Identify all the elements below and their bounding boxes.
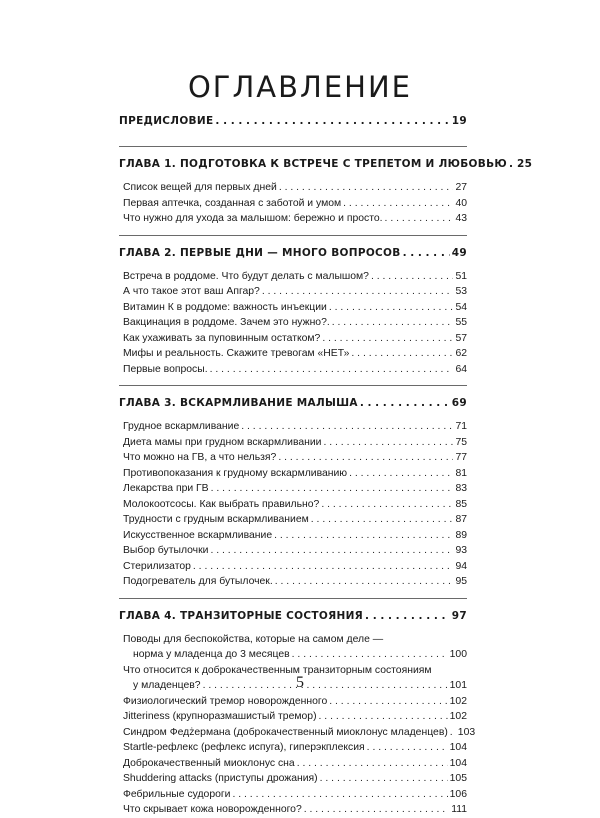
toc-entry (119, 346, 467, 362)
dot-leader (262, 284, 454, 300)
chapter-heading (119, 608, 467, 624)
entry-page-number: 94 (455, 560, 467, 572)
entry-page-number: 62 (455, 348, 467, 359)
chapter-heading (119, 245, 467, 261)
toc-entry (119, 481, 467, 497)
toc-entry (119, 211, 467, 227)
entry-title: Встреча в роддоме. Что будут делать с малышом? (123, 270, 369, 282)
dot-leader (403, 245, 450, 261)
toc-section (119, 235, 467, 386)
entry-page-number: 54 (455, 301, 467, 313)
dot-leader (509, 156, 515, 172)
entry-page-number: 55 (455, 317, 467, 328)
entry-page-number: 103 (457, 726, 476, 738)
table-of-contents (119, 113, 533, 818)
entry-title: Jitteriness (крупноразмашистый тремор) (123, 711, 317, 722)
entry-page-number: 100 (449, 649, 467, 660)
entry-title: Доброкачественный миоклонус сна (123, 757, 295, 769)
toc-entry (119, 709, 467, 725)
dot-leader (322, 331, 453, 347)
entry-page-number: 111 (451, 804, 467, 815)
toc-entry (119, 315, 467, 331)
entry-title: Как ухаживать за пуповинным остатком? (123, 332, 321, 344)
dot-leader (279, 180, 454, 196)
toc-entry (119, 284, 467, 300)
toc-entry (119, 740, 467, 756)
entry-page-number: 85 (455, 498, 467, 510)
entry-title: Фебрильные судороги (123, 788, 231, 800)
toc-entry (119, 632, 467, 648)
entry-page-number: 106 (449, 788, 467, 800)
entry-page-number: 87 (455, 514, 467, 525)
dot-leader (385, 211, 454, 227)
entry-page-number: 102 (449, 695, 467, 707)
entry-page-number: 89 (455, 529, 467, 541)
entry-title: Диета мамы при грудном вскармливании (123, 436, 322, 448)
entry-title: Вакцинация в роддоме. Зачем это нужно?. (123, 317, 330, 328)
dot-leader (275, 574, 454, 590)
toc-entry (119, 180, 467, 196)
entry-title: Противопоказания к грудному вскармливанию (123, 467, 348, 479)
entry-title: Мифы и реальность. Скажите тревогам «НЕТ» (123, 348, 350, 359)
dot-leader (365, 608, 450, 624)
toc-section (119, 598, 476, 818)
toc-section (119, 113, 467, 146)
chapter-title: ПРЕДИСЛОВИЕ (119, 115, 214, 127)
entry-title: Трудности с грудным вскармливанием (123, 514, 309, 525)
toc-entry (119, 694, 467, 710)
entry-title: норма у младенца до 3 месяцев (133, 649, 290, 660)
toc-entry (119, 269, 467, 285)
entry-page-number: 93 (455, 545, 467, 556)
entry-page-number: 81 (455, 467, 467, 479)
entry-page-number: 102 (449, 711, 467, 722)
entry-title: Что нужно для ухода за малышом: бережно и просто. (123, 213, 383, 224)
entry-title: Молокоотсосы. Как выбрать правильно? (123, 498, 320, 510)
dot-leader (297, 756, 448, 772)
dot-leader (210, 543, 453, 559)
dot-leader (371, 269, 453, 285)
dot-leader (320, 771, 448, 787)
entry-title: Витамин К в роддоме: важность инъекции (123, 301, 327, 313)
dot-leader (332, 315, 454, 331)
toc-entry (119, 466, 467, 482)
entry-title: Что скрывает кожа новорожденного? (123, 804, 302, 815)
entry-title: Первые вопросы. (123, 363, 208, 375)
dot-leader (349, 466, 453, 482)
toc-entry (119, 725, 476, 741)
entry-title: Первая аптечка, созданная с заботой и умом (123, 197, 342, 209)
entry-title: Shuddering attacks (приступы дрожания) (123, 773, 318, 784)
toc-entry (119, 528, 467, 544)
entry-page-number: 57 (455, 332, 467, 344)
entry-title: Искусственное вскармливание (123, 529, 273, 541)
dot-leader (304, 802, 449, 818)
toc-entry (119, 802, 467, 818)
entry-page-number: 64 (455, 363, 467, 375)
toc-entry (119, 756, 467, 772)
entry-page-number: 75 (455, 436, 467, 448)
entry-title: А что такое этот ваш Апгар? (123, 286, 260, 297)
entry-page-number: 83 (455, 483, 467, 494)
chapter-title: ГЛАВА 3. ВСКАРМЛИВАНИЕ МАЛЫША (119, 397, 358, 409)
chapter-page-number: 19 (451, 115, 467, 127)
toc-entry (119, 196, 467, 212)
page-number: 5 (296, 674, 304, 691)
entry-title: Поводы для беспокойства, которые на самом деле — (123, 633, 384, 645)
dot-leader (210, 362, 454, 378)
dot-leader (241, 419, 453, 435)
entry-page-number: 105 (449, 773, 467, 784)
entry-page-number: 71 (455, 421, 467, 432)
dot-leader (323, 435, 453, 451)
toc-section (119, 385, 467, 598)
dot-leader (329, 694, 447, 710)
entry-title: Стерилизатор (123, 560, 191, 572)
entry-title: Список вещей для первых дней (123, 182, 277, 193)
entry-title: Синдром Федżермана (доброкачественный миоклонус младенцев) (123, 726, 448, 738)
dot-leader (360, 395, 450, 411)
entry-page-number: 101 (449, 680, 467, 691)
dot-leader (292, 647, 448, 663)
toc-entry (119, 450, 467, 466)
entry-title: Что относится к доброкачественным транзиторным состояниям (123, 664, 432, 676)
entry-page-number: 43 (455, 213, 467, 224)
entry-page-number: 53 (455, 286, 467, 297)
entry-page-number: 104 (449, 757, 467, 769)
chapter-title: ГЛАВА 4. ТРАНЗИТОРНЫЕ СОСТОЯНИЯ (119, 609, 364, 622)
entry-title: у младенцев? (133, 680, 201, 691)
dot-leader (343, 196, 453, 212)
dot-leader (232, 787, 447, 803)
chapter-page-number: 25 (517, 158, 533, 170)
toc-entry (119, 331, 467, 347)
toc-entry (119, 574, 467, 590)
entry-page-number: 95 (455, 576, 467, 587)
toc-entry (119, 787, 467, 803)
toc-section (119, 146, 533, 235)
toc-entry (119, 362, 467, 378)
dot-leader (319, 709, 448, 725)
dot-leader (278, 450, 453, 466)
dot-leader (215, 113, 449, 129)
entry-page-number: 104 (449, 742, 467, 753)
dot-leader (274, 528, 453, 544)
toc-entry (119, 771, 467, 787)
dot-leader (367, 740, 448, 756)
entry-page-number: 51 (455, 270, 467, 282)
chapter-title: ГЛАВА 1. ПОДГОТОВКА К ВСТРЕЧЕ С ТРЕПЕТОМ И ЛЮБОВЬЮ (119, 158, 507, 170)
dot-leader (351, 346, 453, 362)
entry-page-number: 77 (455, 452, 467, 463)
page-title: ОГЛАВЛЕНИЕ (187, 70, 412, 104)
toc-entry (119, 543, 467, 559)
entry-title: Лекарства при ГВ (123, 483, 209, 494)
toc-entry (119, 435, 467, 451)
chapter-page-number: 49 (451, 246, 467, 259)
entry-page-number: 27 (455, 182, 467, 193)
toc-entry (119, 559, 467, 575)
entry-title: Что можно на ГВ, а что нельзя? (123, 452, 277, 463)
entry-title: Физиологический тремор новорожденного (123, 695, 328, 707)
dot-leader (329, 300, 454, 316)
entry-title: Грудное вскармливание (123, 421, 240, 432)
chapter-heading (119, 156, 533, 172)
entry-title: Подогреватель для бутылочек. (123, 576, 273, 587)
dot-leader (193, 559, 454, 575)
toc-entry (119, 497, 467, 513)
toc-entry (119, 300, 467, 316)
dot-leader (321, 497, 453, 513)
entry-title: Выбор бутылочки (123, 545, 209, 556)
entry-title: Startle-рефлекс (рефлекс испуга), гиперэкплексия (123, 742, 365, 753)
chapter-title: ГЛАВА 2. ПЕРВЫЕ ДНИ — МНОГО ВОПРОСОВ (119, 246, 401, 259)
chapter-page-number: 97 (451, 609, 467, 622)
chapter-page-number: 69 (451, 397, 467, 409)
toc-entry (119, 419, 467, 435)
chapter-heading (119, 395, 467, 411)
entry-page-number: 40 (455, 197, 467, 209)
toc-entry (119, 512, 467, 528)
toc-entry (119, 647, 467, 663)
dot-leader (311, 512, 454, 528)
dot-leader (211, 481, 454, 497)
dot-leader (450, 725, 456, 741)
chapter-heading (119, 113, 467, 129)
